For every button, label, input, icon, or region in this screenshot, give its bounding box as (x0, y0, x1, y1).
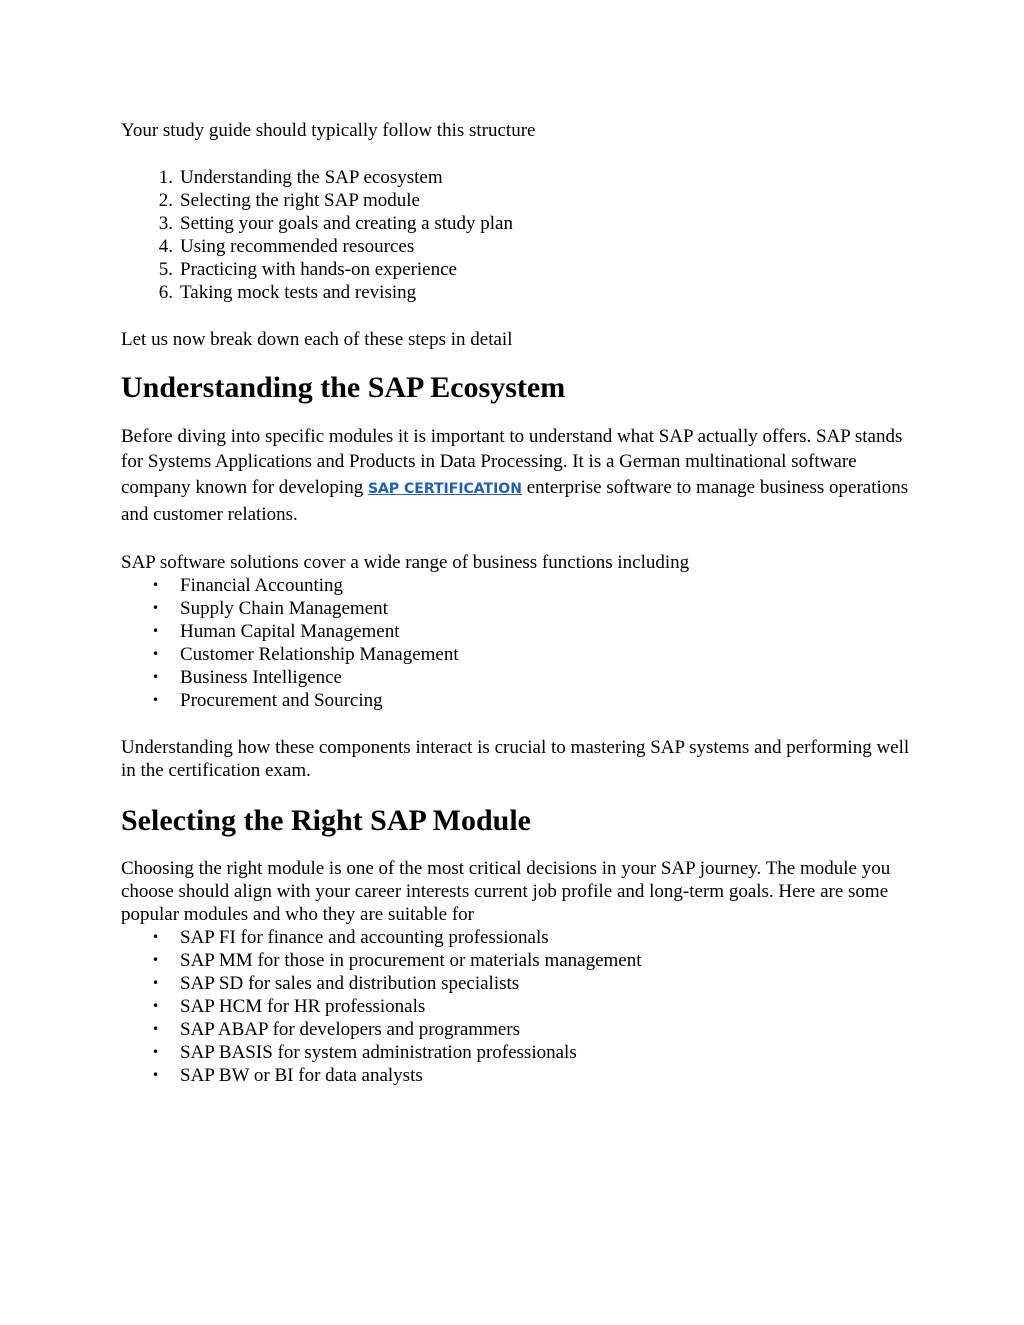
list-item-text: Supply Chain Management (180, 598, 388, 620)
list-number: 4. (158, 236, 173, 257)
list-item-text: Practicing with hands-on experience (180, 259, 457, 280)
list-item (121, 926, 921, 949)
list-item (121, 995, 921, 1018)
bullet-icon: • (152, 1045, 160, 1060)
sap-certification-link[interactable]: SAP CERTIFICATION (367, 480, 522, 497)
list-item (121, 235, 921, 258)
intro-text: Your study guide should typically follow this structure (121, 120, 536, 141)
list-item (121, 666, 921, 689)
document-page (121, 119, 921, 1087)
list-item-text: Selecting the right SAP module (180, 190, 420, 211)
list-item-text: SAP ABAP for developers and programmers (180, 1019, 521, 1041)
list-item-text: Human Capital Management (180, 621, 400, 643)
list-item (121, 643, 921, 666)
list-item (121, 281, 921, 304)
list-item (121, 212, 921, 235)
paragraph-text: Before diving into specific modules it is important to understand what SAP actually offers. SAP stands for Systems Applications and Products in Data Processing. It is a German multinational software company known for developing (121, 426, 903, 498)
list-item (121, 972, 921, 995)
section-heading-ecosystem: Understanding the SAP Ecosystem (121, 371, 566, 404)
list-item (121, 689, 921, 712)
list-item-text: SAP BW or BI for data analysts (180, 1065, 423, 1087)
steps-list (121, 166, 921, 304)
list-item-text: SAP HCM for HR professionals (180, 996, 426, 1018)
list-item-text: Taking mock tests and revising (180, 282, 417, 303)
list-item-text: Customer Relationship Management (180, 644, 459, 666)
list-number: 1. (158, 167, 173, 188)
list-item-text: Setting your goals and creating a study plan (180, 213, 513, 234)
bullet-icon: • (152, 1068, 160, 1083)
functions-intro-text: SAP software solutions cover a wide range of business functions including (121, 552, 690, 574)
list-number: 2. (158, 190, 173, 211)
module-paragraph: Choosing the right module is one of the most critical decisions in your SAP journey. The module you choose should align with your career interests current job profile and long-term goals. Here are some popular modules and who they are suitable for (121, 858, 891, 926)
list-item-text: SAP BASIS for system administration professionals (180, 1042, 577, 1064)
list-item-text: SAP FI for finance and accounting professionals (180, 927, 549, 949)
list-item (121, 258, 921, 281)
list-item (121, 597, 921, 620)
functions-list (121, 574, 921, 712)
ecosystem-paragraph (121, 424, 921, 527)
list-number: 5. (158, 259, 173, 280)
paragraph-text: enterprise software to manage business operations and customer relations. (121, 476, 909, 525)
list-item (121, 949, 921, 972)
bullet-icon: • (152, 670, 160, 685)
list-item-text: Business Intelligence (180, 667, 342, 689)
bullet-icon: • (152, 976, 160, 991)
modules-list (121, 926, 921, 1087)
list-item-text: SAP SD for sales and distribution specialists (180, 973, 520, 995)
bullet-icon: • (152, 693, 160, 708)
list-item-text: Procurement and Sourcing (180, 690, 383, 712)
bullet-icon: • (152, 953, 160, 968)
list-item-text: SAP MM for those in procurement or materials management (180, 950, 642, 972)
list-item (121, 166, 921, 189)
breakdown-text: Let us now break down each of these steps in detail (121, 329, 513, 350)
components-paragraph: Understanding how these components interact is crucial to mastering SAP systems and performing well in the certification exam. (121, 737, 910, 782)
list-item (121, 574, 921, 597)
bullet-icon: • (152, 1022, 160, 1037)
bullet-icon: • (152, 999, 160, 1014)
list-item-text: Financial Accounting (180, 575, 344, 597)
bullet-icon: • (152, 624, 160, 639)
section-heading-module: Selecting the Right SAP Module (121, 804, 531, 838)
bullet-icon: • (152, 647, 160, 662)
list-item (121, 1041, 921, 1064)
list-item (121, 1064, 921, 1087)
list-item (121, 620, 921, 643)
list-item (121, 1018, 921, 1041)
bullet-icon: • (152, 578, 160, 593)
list-item-text: Using recommended resources (180, 236, 415, 257)
list-number: 3. (158, 213, 173, 234)
bullet-icon: • (152, 601, 160, 616)
bullet-icon: • (152, 930, 160, 945)
list-number: 6. (158, 282, 173, 303)
list-item-text: Understanding the SAP ecosystem (180, 167, 443, 188)
list-item (121, 189, 921, 212)
